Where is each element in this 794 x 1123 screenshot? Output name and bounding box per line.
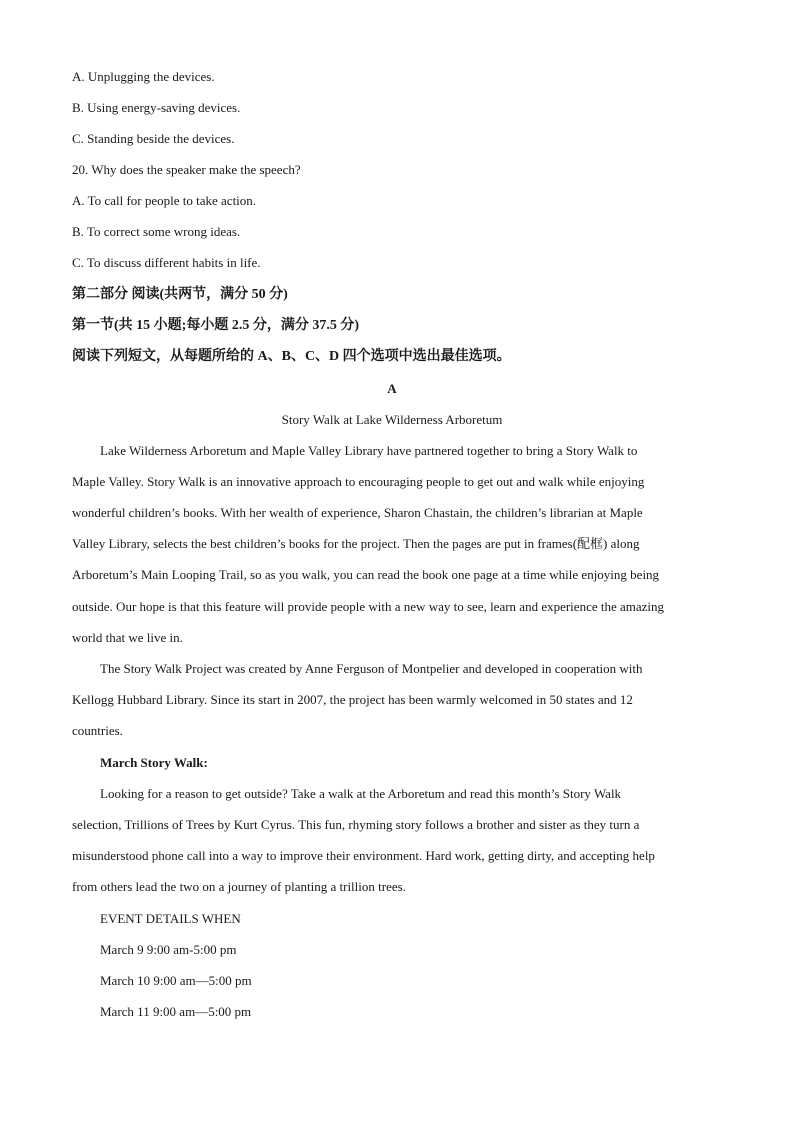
q20-option-b: B. To correct some wrong ideas. bbox=[72, 224, 241, 239]
q19-option-b: B. Using energy-saving devices. bbox=[72, 100, 241, 115]
event-date: March 9 9:00 am-5:00 pm bbox=[100, 942, 237, 957]
p2-line: The Story Walk Project was created by Anne Ferguson of Montpelier and developed in cooperation with bbox=[100, 661, 643, 676]
p1-line: world that we live in. bbox=[72, 630, 183, 645]
event-date: March 10 9:00 am—5:00 pm bbox=[100, 973, 252, 988]
p3-line: selection, Trillions of Trees by Kurt Cyrus. This fun, rhyming story follows a brother and sister as they turn a bbox=[72, 817, 640, 832]
q20-option-a: A. To call for people to take action. bbox=[72, 193, 257, 208]
p1-line: Valley Library, selects the best children’s books for the project. Then the pages are put in frames(配框) along bbox=[72, 536, 640, 551]
p1-line: outside. Our hope is that this feature will provide people with a new way to see, learn and experience the amazing bbox=[72, 599, 665, 614]
p1-line: Lake Wilderness Arboretum and Maple Valley Library have partnered together to bring a Story Walk to bbox=[100, 443, 638, 458]
passage-title: Story Walk at Lake Wilderness Arboretum bbox=[281, 412, 503, 427]
event-date: March 11 9:00 am—5:00 pm bbox=[100, 1004, 252, 1019]
p1-line: wonderful children’s books. With her wealth of experience, Sharon Chastain, the children’s librarian at Maple bbox=[72, 505, 643, 520]
event-details-heading: EVENT DETAILS WHEN bbox=[100, 911, 241, 926]
subsection-heading: 第一节(共 15 小题;每小题 2.5 分，满分 37.5 分) bbox=[72, 318, 359, 333]
section-part-heading: 第二部分 阅读(共两节，满分 50 分) bbox=[72, 287, 288, 302]
q19-option-c: C. Standing beside the devices. bbox=[72, 131, 235, 146]
p2-line: countries. bbox=[72, 723, 123, 738]
p3-line: misunderstood phone call into a way to improve their environment. Hard work, getting dirty, and accepting help bbox=[72, 848, 655, 863]
p3-line: Looking for a reason to get outside? Take a walk at the Arboretum and read this month’s Story Walk bbox=[100, 786, 622, 801]
p1-line: Maple Valley. Story Walk is an innovative approach to encouraging people to get out and walk while enjoying bbox=[72, 474, 645, 489]
passage-letter: A bbox=[387, 381, 397, 396]
march-story-walk-heading: March Story Walk: bbox=[100, 755, 208, 770]
p3-line: from others lead the two on a journey of planting a trillion trees. bbox=[72, 879, 406, 894]
instruction-text: 阅读下列短文，从每题所给的 A、B、C、D 四个选项中选出最佳选项。 bbox=[72, 349, 511, 364]
p1-line: Arboretum’s Main Looping Trail, so as you walk, you can read the book one page at a time while enjoying being bbox=[72, 567, 660, 582]
q20-stem: 20. Why does the speaker make the speech? bbox=[72, 162, 301, 177]
q19-option-a: A. Unplugging the devices. bbox=[72, 69, 215, 84]
p2-line: Kellogg Hubbard Library. Since its start in 2007, the project has been warmly welcomed in 50 states and 12 bbox=[72, 692, 633, 707]
q20-option-c: C. To discuss different habits in life. bbox=[72, 255, 261, 270]
